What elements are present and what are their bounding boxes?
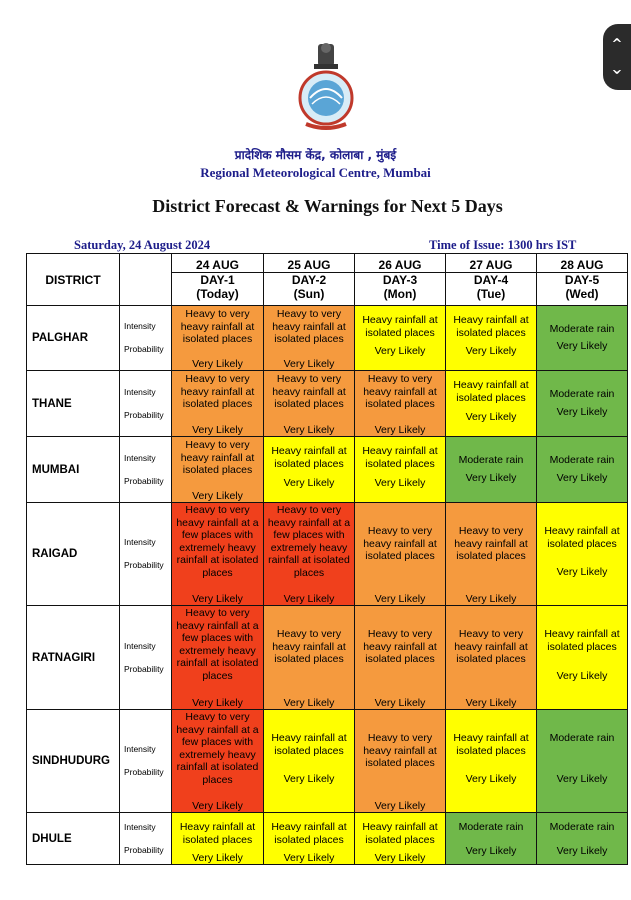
forecast-cell	[172, 437, 264, 503]
probability-text: Very Likely	[556, 566, 608, 579]
forecast-cell	[446, 371, 537, 437]
probability-text: Very Likely	[374, 852, 426, 865]
table-row	[27, 503, 628, 606]
probability-label: Probability	[124, 663, 164, 674]
probability-label: Probability	[124, 344, 164, 354]
district-name: RAIGAD	[27, 503, 120, 606]
probability-text: Very Likely	[556, 340, 608, 353]
forecast-cell	[537, 437, 628, 503]
intensity-text: Heavy to very heavy rainfall at isolated places	[272, 373, 346, 411]
table-row	[27, 306, 628, 371]
probability-text: Very Likely	[465, 593, 517, 606]
row-labels	[120, 371, 172, 437]
district-name: THANE	[27, 371, 120, 437]
chevron-up-icon[interactable]: ^	[611, 37, 623, 52]
day-date: 28 AUG	[537, 258, 627, 273]
probability-text: Very Likely	[192, 593, 243, 606]
day-date: 27 AUG	[446, 258, 536, 273]
forecast-cell	[355, 606, 446, 710]
day-date: 24 AUG	[172, 258, 263, 273]
forecast-cell	[355, 503, 446, 606]
forecast-cell	[172, 606, 264, 710]
intensity-text: Heavy to very heavy rainfall at isolated places	[454, 525, 528, 563]
chevron-down-icon[interactable]: ^	[611, 60, 623, 75]
probability-text: Very Likely	[374, 800, 426, 813]
district-name: RATNAGIRI	[27, 606, 120, 710]
forecast-cell	[355, 710, 446, 813]
probability-text: Very Likely	[283, 424, 335, 437]
day-header-3	[355, 254, 446, 306]
district-name: DHULE	[27, 813, 120, 865]
probability-text: Very Likely	[374, 697, 426, 710]
probability-text: Very Likely	[192, 800, 243, 813]
forecast-cell	[264, 371, 355, 437]
intensity-text: Moderate rain	[458, 454, 524, 466]
centre-name: Regional Meteorological Centre, Mumbai	[200, 165, 431, 180]
forecast-cell	[355, 306, 446, 371]
intensity-text: Heavy rainfall at isolated places	[453, 732, 529, 757]
probability-text: Very Likely	[465, 845, 517, 858]
intensity-label: Intensity	[124, 537, 156, 547]
probability-text: Very Likely	[283, 358, 335, 371]
forecast-cell	[446, 503, 537, 606]
day-number: DAY-5	[564, 273, 600, 287]
probability-text: Very Likely	[374, 593, 426, 606]
intensity-text: Moderate rain	[549, 454, 615, 466]
day-label: (Today)	[196, 287, 239, 301]
row-labels	[120, 710, 172, 813]
probability-text: Very Likely	[283, 773, 335, 786]
forecast-cell	[355, 813, 446, 865]
day-number: DAY-1	[200, 273, 235, 287]
intensity-text: Moderate rain	[549, 388, 615, 400]
intensity-text: Moderate rain	[549, 323, 615, 335]
forecast-cell	[264, 710, 355, 813]
table-header-row	[27, 254, 628, 306]
probability-text: Very Likely	[192, 358, 243, 371]
forecast-cell	[537, 503, 628, 606]
issue-date: Saturday, 24 August 2024	[74, 238, 211, 252]
intensity-text: Heavy to very heavy rainfall at a few places with extremely heavy rainfall at isolated places	[176, 711, 259, 786]
day-number: DAY-4	[473, 273, 509, 287]
forecast-cell	[537, 813, 628, 865]
probability-label: Probability	[124, 475, 164, 486]
forecast-table	[26, 253, 628, 865]
forecast-cell	[446, 813, 537, 865]
intensity-text: Heavy to very heavy rainfall at isolated places	[272, 628, 346, 666]
intensity-text: Heavy to very heavy rainfall at isolated places	[363, 525, 437, 563]
intensity-label: Intensity	[124, 744, 156, 754]
day-label: (Mon)	[383, 287, 417, 301]
probability-text: Very Likely	[556, 773, 608, 786]
probability-text: Very Likely	[374, 424, 426, 437]
forecast-cell	[264, 306, 355, 371]
intensity-text: Heavy rainfall at isolated places	[362, 821, 438, 846]
table-row	[27, 606, 628, 710]
probability-text: Very Likely	[283, 697, 335, 710]
label-header	[120, 254, 172, 306]
probability-text: Very Likely	[556, 472, 608, 485]
day-date: 26 AUG	[355, 258, 445, 273]
intensity-text: Heavy to very heavy rainfall at a few places with extremely heavy rainfall at isolated places	[267, 504, 351, 579]
intensity-text: Heavy to very heavy rainfall at isolated places	[363, 628, 437, 666]
probability-text: Very Likely	[192, 697, 243, 710]
intensity-text: Heavy rainfall at isolated places	[179, 821, 256, 846]
table-row	[27, 710, 628, 813]
probability-text: Very Likely	[465, 411, 517, 424]
probability-text: Very Likely	[192, 852, 243, 865]
intensity-text: Heavy rainfall at isolated places	[271, 821, 347, 846]
probability-text: Very Likely	[465, 773, 517, 786]
row-labels	[120, 437, 172, 503]
probability-text: Very Likely	[374, 477, 426, 490]
intensity-text: Heavy rainfall at isolated places	[544, 628, 620, 653]
intensity-text: Heavy to very heavy rainfall at isolated places	[180, 439, 255, 477]
forecast-cell	[446, 710, 537, 813]
intensity-label: Intensity	[124, 452, 156, 463]
district-name: SINDHUDURG	[27, 710, 120, 813]
forecast-cell	[264, 813, 355, 865]
intensity-text: Heavy rainfall at isolated places	[271, 732, 347, 757]
intensity-text: Heavy to very heavy rainfall at isolated places	[363, 732, 437, 770]
day-number: DAY-2	[291, 273, 327, 287]
forecast-cell	[264, 437, 355, 503]
page-navigation	[603, 24, 631, 90]
district-name: PALGHAR	[27, 306, 120, 371]
day-header-5	[537, 254, 628, 306]
intensity-text: Heavy rainfall at isolated places	[453, 314, 529, 339]
issue-time: Time of Issue: 1300 hrs IST	[429, 238, 577, 252]
forecast-cell	[446, 306, 537, 371]
intensity-text: Heavy rainfall at isolated places	[544, 525, 620, 550]
forecast-cell	[537, 710, 628, 813]
row-labels	[120, 606, 172, 710]
forecast-cell	[172, 371, 264, 437]
intensity-text: Heavy rainfall at isolated places	[362, 445, 438, 470]
intensity-label: Intensity	[124, 821, 156, 832]
imd-emblem-logo	[296, 40, 356, 135]
intensity-label: Intensity	[124, 640, 156, 651]
probability-label: Probability	[124, 767, 164, 777]
probability-text: Very Likely	[283, 477, 335, 490]
intensity-text: Heavy rainfall at isolated places	[271, 445, 347, 470]
intensity-text: Moderate rain	[549, 821, 615, 833]
probability-text: Very Likely	[556, 670, 608, 683]
forecast-cell	[446, 606, 537, 710]
row-labels	[120, 306, 172, 371]
probability-text: Very Likely	[465, 697, 517, 710]
intensity-text: Heavy rainfall at isolated places	[362, 314, 438, 339]
forecast-cell	[355, 371, 446, 437]
day-date: 25 AUG	[264, 258, 354, 273]
probability-text: Very Likely	[556, 845, 608, 858]
forecast-cell	[446, 437, 537, 503]
forecast-cell	[355, 437, 446, 503]
day-label: (Wed)	[565, 287, 599, 301]
intensity-text: Heavy to very heavy rainfall at isolated places	[454, 628, 528, 666]
intensity-label: Intensity	[124, 321, 156, 331]
district-header: DISTRICT	[27, 254, 120, 306]
intensity-text: Heavy to very heavy rainfall at isolated places	[180, 373, 255, 411]
intensity-text: Heavy to very heavy rainfall at isolated places	[180, 308, 255, 346]
intensity-text: Heavy to very heavy rainfall at a few places with extremely heavy rainfall at isolated places	[176, 504, 259, 579]
row-labels	[120, 813, 172, 865]
forecast-cell	[172, 503, 264, 606]
probability-text: Very Likely	[374, 345, 426, 358]
table-row	[27, 437, 628, 503]
probability-text: Very Likely	[465, 345, 517, 358]
intensity-text: Heavy to very heavy rainfall at a few places with extremely heavy rainfall at isolated places	[176, 607, 259, 682]
probability-label: Probability	[124, 560, 164, 570]
probability-text: Very Likely	[192, 424, 243, 437]
day-number: DAY-3	[382, 273, 418, 287]
row-labels	[120, 503, 172, 606]
day-label: (Tue)	[476, 287, 506, 301]
forecast-cell	[172, 813, 264, 865]
intensity-text: Heavy to very heavy rainfall at isolated places	[272, 308, 346, 346]
intensity-label: Intensity	[124, 386, 156, 397]
table-row	[27, 371, 628, 437]
district-name: MUMBAI	[27, 437, 120, 503]
forecast-cell	[537, 371, 628, 437]
forecast-cell	[537, 606, 628, 710]
intensity-text: Heavy to very heavy rainfall at isolated places	[363, 373, 437, 411]
hindi-centre-name: प्रादेशिक मौसम केंद्र, कोलाबा , मुंबई	[234, 148, 397, 162]
probability-text: Very Likely	[556, 406, 608, 419]
forecast-cell	[264, 503, 355, 606]
probability-label: Probability	[124, 409, 164, 420]
forecast-cell	[537, 306, 628, 371]
probability-text: Very Likely	[465, 472, 517, 485]
probability-text: Very Likely	[283, 593, 335, 606]
day-label: (Sun)	[293, 287, 325, 301]
forecast-cell	[264, 606, 355, 710]
probability-text: Very Likely	[192, 490, 243, 503]
day-header-1	[172, 254, 264, 306]
intensity-text: Heavy rainfall at isolated places	[453, 379, 529, 404]
intensity-text: Moderate rain	[458, 821, 524, 833]
table-row	[27, 813, 628, 865]
intensity-text: Moderate rain	[549, 732, 615, 744]
probability-text: Very Likely	[283, 852, 335, 865]
probability-label: Probability	[124, 844, 164, 855]
day-header-4	[446, 254, 537, 306]
report-title: District Forecast & Warnings for Next 5 Days	[152, 196, 503, 216]
day-header-2	[264, 254, 355, 306]
forecast-cell	[172, 306, 264, 371]
forecast-cell	[172, 710, 264, 813]
